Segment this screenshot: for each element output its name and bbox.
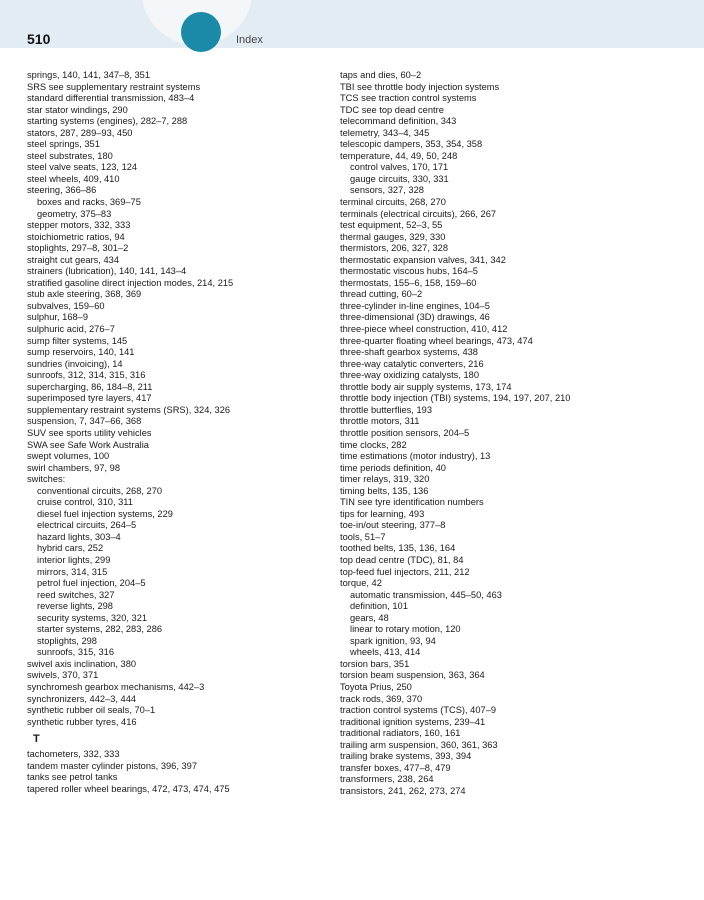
index-entry: taps and dies, 60–2 xyxy=(340,70,422,80)
index-entry: traditional ignition systems, 239–41 xyxy=(340,716,486,727)
index-entry: sunroofs, 312, 314, 315, 316 xyxy=(27,370,146,381)
index-subentry: geometry, 375–83 xyxy=(37,208,112,219)
index-subentry: cruise control, 310, 311 xyxy=(37,497,133,508)
index-entry: top dead centre (TDC), 81, 84 xyxy=(340,554,464,565)
index-entry: tips for learning, 493 xyxy=(340,508,425,519)
index-subentry: starter systems, 282, 283, 286 xyxy=(37,624,163,635)
index-subentry: control valves, 170, 171 xyxy=(350,162,449,173)
index-entry: subvalves, 159–60 xyxy=(27,300,105,311)
index-entry: track rods, 369, 370 xyxy=(340,693,423,704)
index-entry: thread cutting, 60–2 xyxy=(340,289,423,300)
index-entry: stators, 287, 289–93, 450 xyxy=(27,127,133,138)
index-entry: transfer boxes, 477–8, 479 xyxy=(340,762,451,773)
index-entry: synchromesh gearbox mechanisms, 442–3 xyxy=(27,681,205,692)
index-entry: throttle body air supply systems, 173, 174 xyxy=(340,381,512,392)
index-entry: thermistors, 206, 327, 328 xyxy=(340,243,449,254)
index-entry: three-way catalytic converters, 216 xyxy=(340,358,484,369)
index-entry: terminal circuits, 268, 270 xyxy=(340,197,446,208)
index-subentry: diesel fuel injection systems, 229 xyxy=(37,508,173,519)
index-subentry: definition, 101 xyxy=(350,601,408,612)
index-entry: toothed belts, 135, 136, 164 xyxy=(340,543,456,554)
index-subentry: reverse lights, 298 xyxy=(37,601,113,612)
index-entry: steel springs, 351 xyxy=(27,139,100,150)
index-subentry: gears, 48 xyxy=(350,612,389,623)
index-entry: trailing brake systems, 393, 394 xyxy=(340,751,472,762)
index-entry: synthetic rubber oil seals, 70–1 xyxy=(27,705,156,716)
index-entry: tapered roller wheel bearings, 472, 473, 474, 475 xyxy=(27,783,230,794)
index-entry: time estimations (motor industry), 13 xyxy=(340,451,491,462)
index-column-left xyxy=(27,70,327,795)
index-entry: steel substrates, 180 xyxy=(27,150,113,161)
index-subentry: reed switches, 327 xyxy=(37,589,115,600)
index-entry: synthetic rubber tyres, 416 xyxy=(27,716,137,727)
index-subentry: linear to rotary motion, 120 xyxy=(350,624,461,635)
index-entry: swivel axis inclination, 380 xyxy=(27,658,137,669)
index-subentry: sunroofs, 315, 316 xyxy=(37,647,115,658)
index-entry: supplementary restraint systems (SRS), 324, 326 xyxy=(27,404,231,415)
index-entry: torsion beam suspension, 363, 364 xyxy=(340,670,485,681)
index-entry: throttle position sensors, 204–5 xyxy=(340,427,470,438)
index-entry: torsion bars, 351 xyxy=(340,658,410,669)
index-entry: synchronizers, 442–3, 444 xyxy=(27,693,137,704)
index-entry: tools, 51–7 xyxy=(340,531,386,542)
index-entry: throttle body injection (TBI) systems, 194, 197, 207, 210 xyxy=(340,393,571,404)
index-entry: torque, 42 xyxy=(340,578,382,589)
index-entry: toe-in/out steering, 377–8 xyxy=(340,520,446,531)
index-entry: three-shaft gearbox systems, 438 xyxy=(340,347,478,358)
index-entry: timer relays, 319, 320 xyxy=(340,474,430,485)
index-subentry: boxes and racks, 369–75 xyxy=(37,197,141,208)
index-entry: SRS see supplementary restraint systems xyxy=(27,81,201,92)
index-entry: suspension, 7, 347–66, 368 xyxy=(27,416,142,427)
index-entry: throttle butterflies, 193 xyxy=(340,404,432,415)
index-subentry: mirrors, 314, 315 xyxy=(37,566,108,577)
index-entry: swirl chambers, 97, 98 xyxy=(27,462,121,473)
index-entry: stratified gasoline direct injection modes, 214, 215 xyxy=(27,277,234,288)
index-column-right xyxy=(340,70,640,797)
index-entry: throttle motors, 311 xyxy=(340,416,420,427)
index-entry: thermostatic expansion valves, 341, 342 xyxy=(340,254,506,265)
index-subentry: spark ignition, 93, 94 xyxy=(350,635,436,646)
page-number: 510 xyxy=(27,31,51,47)
index-subentry: petrol fuel injection, 204–5 xyxy=(37,578,146,589)
index-entry: thermostatic viscous hubs, 164–5 xyxy=(340,266,478,277)
index-entry: steel wheels, 409, 410 xyxy=(27,173,120,184)
index-entry: SUV see sports utility vehicles xyxy=(27,427,152,438)
index-entry: tandem master cylinder pistons, 396, 397 xyxy=(27,760,198,771)
index-subentry: hazard lights, 303–4 xyxy=(37,531,121,542)
header-circle-icon xyxy=(181,12,221,52)
index-entry: three-piece wheel construction, 410, 412 xyxy=(340,324,508,335)
index-subentry: automatic transmission, 445–50, 463 xyxy=(350,589,502,600)
index-entry: terminals (electrical circuits), 266, 267 xyxy=(340,208,497,219)
index-subentry: electrical circuits, 264–5 xyxy=(37,520,137,531)
index-entry: top-feed fuel injectors, 211, 212 xyxy=(340,566,470,577)
index-entry: three-quarter floating wheel bearings, 473, 474 xyxy=(340,335,533,346)
index-entry: swivels, 370, 371 xyxy=(27,670,99,681)
index-entry: time clocks, 282 xyxy=(340,439,407,450)
index-entry: stoplights, 297–8, 301–2 xyxy=(27,243,129,254)
header-band xyxy=(0,0,704,48)
index-entry: transformers, 238, 264 xyxy=(340,774,434,785)
index-entry: thermal gauges, 329, 330 xyxy=(340,231,446,242)
index-entry: thermostats, 155–6, 158, 159–60 xyxy=(340,277,477,288)
index-entry: telemetry, 343–4, 345 xyxy=(340,127,430,138)
index-entry: Toyota Prius, 250 xyxy=(340,681,412,692)
index-entry: test equipment, 52–3, 55 xyxy=(340,220,443,231)
running-head: Index xyxy=(236,34,263,46)
index-entry: standard differential transmission, 483–4 xyxy=(27,93,195,104)
index-entry: supercharging, 86, 184–8, 211 xyxy=(27,381,153,392)
index-entry: three-cylinder in-line engines, 104–5 xyxy=(340,300,490,311)
index-entry: switches: xyxy=(27,474,66,485)
index-entry: three-dimensional (3D) drawings, 46 xyxy=(340,312,490,323)
index-entry: strainers (lubrication), 140, 141, 143–4 xyxy=(27,266,187,277)
index-entry: telecommand definition, 343 xyxy=(340,116,457,127)
index-entry: springs, 140, 141, 347–8, 351 xyxy=(27,70,151,80)
index-entry: steel valve seats, 123, 124 xyxy=(27,162,138,173)
index-entry: sundries (invoicing), 14 xyxy=(27,358,123,369)
index-subentry: hybrid cars, 252 xyxy=(37,543,104,554)
index-subentry: sensors, 327, 328 xyxy=(350,185,424,196)
index-entry: stoichiometric ratios, 94 xyxy=(27,231,125,242)
index-entry: traction control systems (TCS), 407–9 xyxy=(340,705,497,716)
index-entry: sump filter systems, 145 xyxy=(27,335,128,346)
index-entry: temperature, 44, 49, 50, 248 xyxy=(340,150,458,161)
index-entry: SWA see Safe Work Australia xyxy=(27,439,149,450)
index-entry: stepper motors, 332, 333 xyxy=(27,220,131,231)
index-subentry: stoplights, 298 xyxy=(37,635,97,646)
index-entry: TBI see throttle body injection systems xyxy=(340,81,500,92)
index-entry: time periods definition, 40 xyxy=(340,462,446,473)
index-entry: timing belts, 135, 136 xyxy=(340,485,429,496)
index-entry: three-way oxidizing catalysts, 180 xyxy=(340,370,480,381)
index-subentry: wheels, 413, 414 xyxy=(350,647,421,658)
index-entry: transistors, 241, 262, 273, 274 xyxy=(340,785,466,796)
index-entry: sulphuric acid, 276–7 xyxy=(27,324,115,335)
index-entry: straight cut gears, 434 xyxy=(27,254,119,265)
index-letter-heading: T xyxy=(33,733,40,746)
index-entry: sump reservoirs, 140, 141 xyxy=(27,347,135,358)
index-entry: TDC see top dead centre xyxy=(340,104,444,115)
index-entry: starting systems (engines), 282–7, 288 xyxy=(27,116,188,127)
index-entry: telescopic dampers, 353, 354, 358 xyxy=(340,139,483,150)
index-subentry: conventional circuits, 268, 270 xyxy=(37,485,163,496)
index-entry: tanks see petrol tanks xyxy=(27,772,118,783)
index-entry: TIN see tyre identification numbers xyxy=(340,497,484,508)
index-subentry: interior lights, 299 xyxy=(37,554,111,565)
index-subentry: gauge circuits, 330, 331 xyxy=(350,173,449,184)
index-subentry: security systems, 320, 321 xyxy=(37,612,148,623)
index-entry: traditional radiators, 160, 161 xyxy=(340,728,461,739)
index-entry: superimposed tyre layers, 417 xyxy=(27,393,152,404)
index-entry: steering, 366–86 xyxy=(27,185,97,196)
index-entry: stub axle steering, 368, 369 xyxy=(27,289,142,300)
index-entry: star stator windings, 290 xyxy=(27,104,128,115)
index-entry: TCS see traction control systems xyxy=(340,93,477,104)
index-entry: trailing arm suspension, 360, 361, 363 xyxy=(340,739,498,750)
index-entry: swept volumes, 100 xyxy=(27,451,110,462)
index-entry: tachometers, 332, 333 xyxy=(27,749,120,760)
index-entry: sulphur, 168–9 xyxy=(27,312,88,323)
